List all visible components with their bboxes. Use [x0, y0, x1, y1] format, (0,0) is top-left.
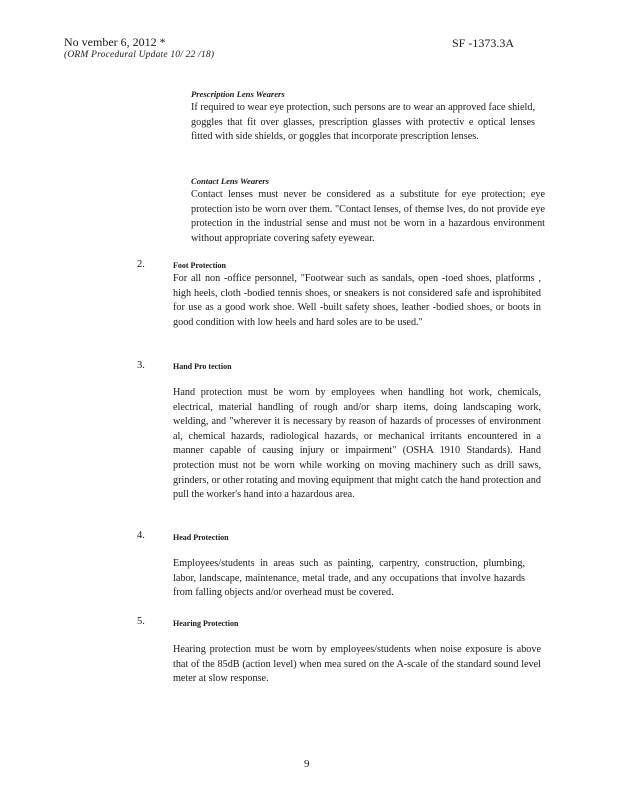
hearing-protection-heading: Hearing Protection	[173, 619, 239, 628]
hearing-protection-text: Hearing protection must be worn by employees/students when noise exposure is above that of the 85dB (action level) when mea sured on the A-scale of the standard sound level meter at slow response.	[173, 644, 541, 685]
item-4-number: 4.	[137, 530, 145, 541]
hand-protection-text: Hand protection must be worn by employees when handling hot work, chemicals, electrical, material handling of rough and/or sharp items, doing landscaping work, welding, and "wherever it is necessary by reason of hazards of processes of environment al, chemical hazards, radiological hazards, or mechanical irritants encountered in a manner capable of causing injury or impairment" (OSHA 1910 Standards). Hand protection must not be worn while working on moving machinery such as drill saws, grinders, or other rotating and moving equipment that might catch the hand protection and pull the worker's hand into a hazardous area.	[173, 387, 541, 501]
contact-heading: Contact Lens Wearers	[191, 176, 269, 186]
header-subline: (ORM Procedural Update 10/ 22 /18)	[64, 50, 215, 60]
item-3-number: 3.	[137, 360, 145, 371]
head-protection-text: Employees/students in areas such as painting, carpentry, construction, plumbing, labor, landscape, maintenance, metal trade, and any occupations that involve hazards from falling objects and/or overhead must be covered.	[173, 558, 525, 599]
prescription-section	[191, 88, 535, 145]
foot-protection-text: For all non -office personnel, "Footwear such as sandals, open -toed shoes, platforms , high heels, cloth -bodied tennis shoes, or sneakers is not considered safe and isprohibited for use as a good work shoe. Well -built safety shoes, leather -bodied shoes, or boots in good condition with low heels and hard soles are to be used."	[173, 273, 541, 328]
prescription-heading: Prescription Lens Wearers	[191, 89, 285, 99]
prescription-text: If required to wear eye protection, such persons are to wear an approved face shield, goggles that fit over glasses, prescription glasses with protectiv e optical lenses fitted with side shields, or goggles that incorporate prescription lenses.	[191, 102, 535, 143]
item-2-number: 2.	[137, 259, 145, 270]
header-date: No vember 6, 2012 *	[64, 35, 166, 49]
foot-protection-section	[173, 259, 541, 330]
foot-protection-heading: Foot Protection	[173, 261, 226, 270]
header-left	[64, 36, 214, 62]
hand-protection-heading: Hand Pro tection	[173, 362, 232, 371]
item-5-number: 5.	[137, 616, 145, 627]
contact-section	[191, 175, 545, 246]
contact-text: Contact lenses must never be considered as a substitute for eye protection; eye protection isto be worn over them. "Contact lenses, of themse lves, do not provide eye protection in the industrial sense and must not be worn in a hazardous environment without appropriate covering safety eyewear.	[191, 189, 545, 244]
head-protection-heading: Head Protection	[173, 533, 229, 542]
document-id: SF -1373.3A	[452, 36, 515, 50]
page-number: 9	[304, 758, 310, 770]
